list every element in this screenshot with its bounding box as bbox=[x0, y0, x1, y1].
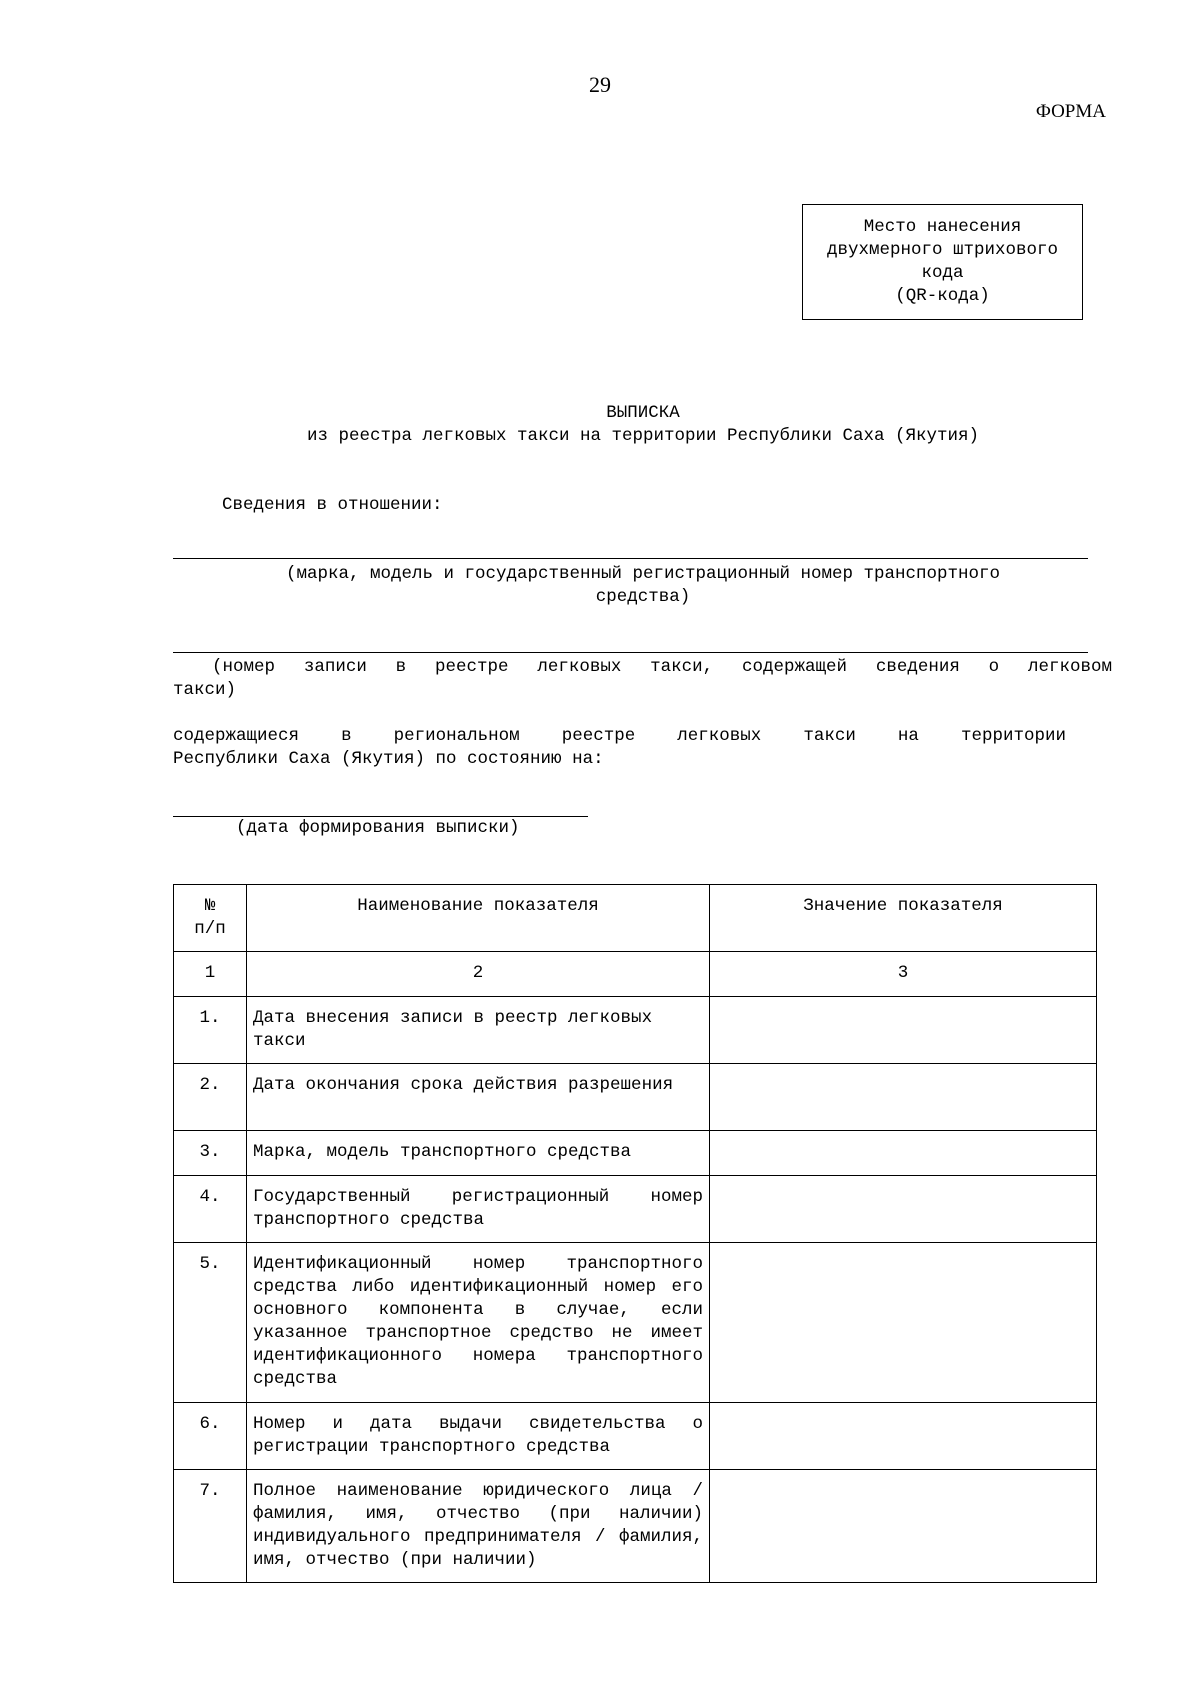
row-num: 2. bbox=[174, 1064, 247, 1131]
row-name: Идентификационный номер транспортного средства либо идентификационный номер его основного компонента в случае, если указанное транспортное средство не имеет идентификационного номера транспортного средства bbox=[247, 1243, 710, 1403]
info-label: Сведения в отношении: bbox=[222, 495, 443, 515]
row-name: Марка, модель транспортного средства bbox=[247, 1131, 710, 1176]
row-num: 6. bbox=[174, 1403, 247, 1470]
qr-box-line: (QR-кода) bbox=[895, 286, 990, 306]
table-row bbox=[174, 1064, 1097, 1131]
row-num: 1. bbox=[174, 997, 247, 1064]
row-num: 3. bbox=[174, 1131, 247, 1176]
row-name: Дата окончания срока действия разрешения bbox=[247, 1064, 710, 1131]
record-caption: (номер записи в реестре легковых такси, содержащей сведения о легковом bbox=[212, 657, 1112, 677]
table-row bbox=[174, 1176, 1097, 1243]
row-num: 5. bbox=[174, 1243, 247, 1403]
table-row bbox=[174, 1403, 1097, 1470]
page-number: 29 bbox=[589, 72, 611, 97]
record-fill-line bbox=[173, 652, 1088, 653]
qr-box-line: Место нанесения bbox=[863, 217, 1022, 237]
qr-code-placeholder bbox=[802, 204, 1083, 320]
form-label: ФОРМА bbox=[1035, 101, 1106, 122]
register-extract-table bbox=[173, 884, 1097, 1583]
vehicle-fill-line bbox=[173, 558, 1088, 559]
row-value bbox=[710, 1176, 1097, 1243]
vehicle-caption: средства) bbox=[595, 587, 691, 607]
header-num: № п/п bbox=[174, 885, 247, 952]
row-value bbox=[710, 1131, 1097, 1176]
vehicle-caption: (марка, модель и государственный регистрационный номер транспортного bbox=[285, 564, 1001, 584]
document-title: ВЫПИСКА bbox=[606, 403, 680, 423]
table-row bbox=[174, 1131, 1097, 1176]
qr-box-line: двухмерного штрихового bbox=[826, 240, 1059, 260]
contained-text: содержащиеся в региональном реестре легковых такси на территории bbox=[173, 726, 1066, 746]
row-name: Полное наименование юридического лица / фамилия, имя, отчество (при наличии) индивидуального предпринимателя / фамилия, имя, отчество (при наличии) bbox=[247, 1470, 710, 1583]
table-numbering-row bbox=[174, 952, 1097, 997]
table-row bbox=[174, 1470, 1097, 1583]
row-value bbox=[710, 1470, 1097, 1583]
row-name: Номер и дата выдачи свидетельства о регистрации транспортного средства bbox=[247, 1403, 710, 1470]
contained-text: Республики Саха (Якутия) по состоянию на: bbox=[173, 749, 604, 769]
row-num: 7. bbox=[174, 1470, 247, 1583]
row-value bbox=[710, 1403, 1097, 1470]
header-value: Значение показателя bbox=[710, 885, 1097, 952]
row-name: Государственный регистрационный номер транспортного средства bbox=[247, 1176, 710, 1243]
row-value bbox=[710, 1243, 1097, 1403]
row-value bbox=[710, 997, 1097, 1064]
record-caption: такси) bbox=[173, 680, 237, 700]
table-row bbox=[174, 997, 1097, 1064]
table-row bbox=[174, 1243, 1097, 1403]
row-name: Дата внесения записи в реестр легковых такси bbox=[247, 997, 710, 1064]
numbering-cell: 3 bbox=[710, 952, 1097, 997]
header-name: Наименование показателя bbox=[247, 885, 710, 952]
date-caption: (дата формирования выписки) bbox=[236, 818, 520, 838]
table-header-row bbox=[174, 885, 1097, 952]
numbering-cell: 2 bbox=[247, 952, 710, 997]
numbering-cell: 1 bbox=[174, 952, 247, 997]
qr-box-line: кода bbox=[921, 263, 964, 283]
row-value bbox=[710, 1064, 1097, 1131]
row-num: 4. bbox=[174, 1176, 247, 1243]
document-subtitle: из реестра легковых такси на территории Республики Саха (Якутия) bbox=[306, 426, 980, 446]
